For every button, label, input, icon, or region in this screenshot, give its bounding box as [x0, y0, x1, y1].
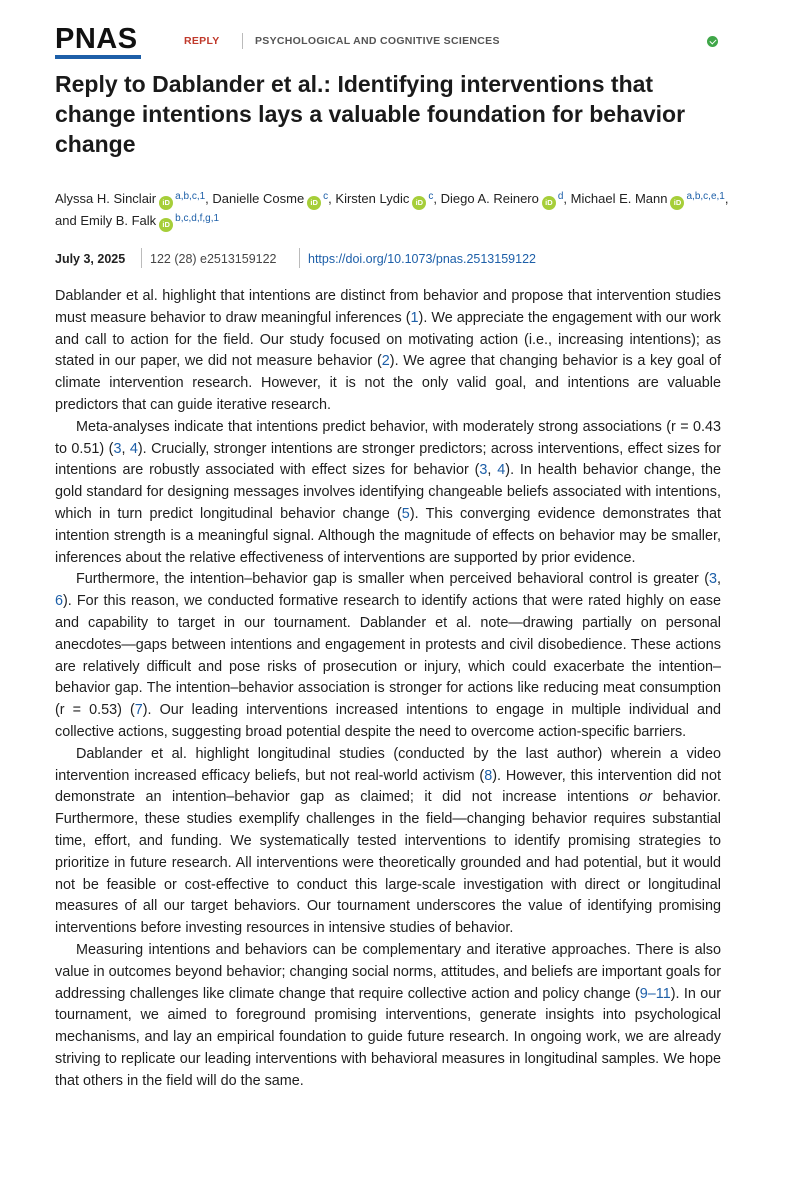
- publication-date: July 3, 2025: [55, 252, 126, 266]
- reference-link[interactable]: 4: [497, 462, 506, 479]
- author-name[interactable]: Emily B. Falk: [80, 213, 157, 228]
- author-name[interactable]: Alyssa H. Sinclair: [55, 191, 157, 206]
- reference-link[interactable]: 9–11: [639, 985, 671, 1002]
- reference-link[interactable]: 6: [55, 593, 64, 610]
- journal-header: [55, 24, 725, 60]
- reference-link[interactable]: 4: [129, 440, 138, 457]
- paragraph-text: ). We appreciate the engagement with our work and call to action for the field. Our study focused on motivating action (i.e., increasing intentions); as stated in our paper, we did not measure behavior (: [55, 309, 721, 370]
- paragraph-text: Dablander et al. highlight longitudinal studies (conducted by the last author) wherein a video intervention increased efficacy beliefs, but not real-world activism (: [55, 745, 721, 784]
- reference-link[interactable]: 5: [401, 505, 410, 522]
- paragraph-text: behavior. Furthermore, these studies exemplify challenges in the field—changing behavior requires substantial time, effort, and funding. We systematically tested interventions to identify promising strategies to prioritize in future research. All interventions were theoretically grounded and had potential, but it would not be feasible or cost-effective to conduct this large-scale investigation with direct or longitudinal measures of all our target behaviors. Our tournament underscores the value of identifying promising interventions before investing resources in intensive studies of behavior.: [55, 789, 721, 937]
- orcid-icon[interactable]: iD: [542, 196, 556, 210]
- reference-link[interactable]: 3: [479, 462, 488, 479]
- body-paragraph: [55, 744, 721, 940]
- article-meta: [55, 248, 735, 270]
- reference-link[interactable]: 3: [708, 571, 717, 588]
- meta-divider: [141, 248, 142, 268]
- paragraph-text: Furthermore, the intention–behavior gap is smaller when perceived behavioral control is greater (: [76, 571, 709, 588]
- doi-link[interactable]: https://doi.org/10.1073/pnas.2513159122: [308, 252, 536, 266]
- author-name[interactable]: Diego A. Reinero: [440, 191, 539, 206]
- paragraph-text: ). However, this intervention did not demonstrate an intention–behavior gap as claimed; it did not increase intentions: [55, 767, 721, 806]
- body-paragraph: [55, 286, 721, 417]
- orcid-icon[interactable]: iD: [159, 218, 173, 232]
- logo-underline: [55, 55, 141, 59]
- paragraph-text: ,: [121, 440, 130, 457]
- paragraph-text: Dablander et al. highlight that intentions are distinct from behavior and propose that intervention studies must measure behavior to draw meaningful inferences (: [55, 288, 721, 326]
- paragraph-text: ). In our tournament, we aimed to foreground promising interventions, generate insights into psychological mechanisms, and lay an empirical foundation to guide future research. In ongoing work, we are already striving to replicate our leading interventions with behavioral measures in longitudinal samples. We hope that others in the field will do the same.: [55, 985, 721, 1089]
- paragraph-text: ). Our leading interventions increased intentions to engage in multiple individual and collective actions, suggesting broad potential despite the need to overcome action-specific barriers.: [55, 702, 721, 740]
- reference-link[interactable]: 3: [113, 440, 122, 457]
- author-affiliation[interactable]: b,c,d,f,g,1: [175, 213, 220, 224]
- orcid-icon[interactable]: iD: [412, 196, 426, 210]
- paragraph-text: ). For this reason, we conducted formative research to identify actions that were rated highly on ease and capability to target in our tournament. Dablander et al. note—drawing partially on personal anecdotes—gaps between intentions and engagement in protests and civil disobedience. These actions are relatively difficult and pose risks of prosecution or injury, which could exacerbate the intention–behavior gap. The intention–behavior association is stronger for actions like reducing meat consumption (r = 0.53) (: [55, 593, 721, 719]
- paragraph-text: Meta-analyses indicate that intentions predict behavior, with moderately strong associations (r = 0.43 to 0.51) (: [55, 418, 721, 457]
- volume-issue: 122 (28) e2513159122: [150, 252, 277, 266]
- author-name[interactable]: Michael E. Mann: [570, 191, 668, 206]
- reference-link[interactable]: 7: [134, 702, 143, 719]
- paragraph-text: ,: [487, 462, 498, 479]
- reference-link[interactable]: 2: [381, 353, 390, 370]
- paragraph-text: Measuring intentions and behaviors can be complementary and iterative approaches. There is also value in outcomes beyond behavior; changing social norms, attitudes, and beliefs are important goals for addressing challenges like climate change that require collective action and policy change (: [55, 941, 721, 1002]
- orcid-icon[interactable]: iD: [159, 196, 173, 210]
- author-affiliation[interactable]: c: [323, 191, 329, 202]
- author-name[interactable]: Kirsten Lydic: [335, 191, 410, 206]
- author-list: Alyssa H. Sinclair iD$^{a,b,c,1}$, Danielle Cosme iD$^c$, Kirsten Lydic iD$^c$, Diego A. Reinero iD$^d$, Michael E. Mann iD$^{a,b,c,e,1}$, and Emily B. Falk iD$^{b,c,d,f,g,1}$: [55, 188, 735, 232]
- paragraph-text: ). We agree that changing behavior is a key goal of climate intervention research. However, it is not the only valid goal, and intentions are valuable predictors that can guide iterative research.: [55, 353, 721, 413]
- body-paragraph: [55, 940, 721, 1093]
- reference-link[interactable]: 8: [484, 767, 493, 784]
- open-access-check-icon: [707, 36, 718, 47]
- paragraph-text: ). Crucially, stronger intentions are stronger predictors; across interventions, effect sizes for intentions are robustly associated with effect sizes for behavior (: [55, 440, 722, 479]
- journal-logo[interactable]: PNAS: [55, 23, 138, 55]
- field-label[interactable]: PSYCHOLOGICAL AND COGNITIVE SCIENCES: [255, 35, 500, 47]
- paragraph-text: ). This converging evidence demonstrates that intention strength is a meaningful signal. Although the magnitude of effects on behavior may be smaller, inferences about the relative effectiveness of interventions are supported by prior evidence.: [55, 505, 721, 566]
- meta-divider: [299, 248, 300, 268]
- paragraph-text: ). In health behavior change, the gold standard for designing messages involves identifying changeable beliefs associated with intentions, which in turn predict longitudinal behavior change (: [55, 462, 721, 522]
- orcid-icon[interactable]: iD: [307, 196, 321, 210]
- author-affiliation[interactable]: c: [428, 191, 434, 202]
- paragraph-text: ,: [717, 571, 721, 588]
- author-affiliation[interactable]: a,b,c,e,1: [686, 191, 725, 202]
- body-paragraph: [55, 569, 721, 743]
- article-type-label[interactable]: REPLY: [184, 35, 220, 47]
- header-divider: [242, 33, 243, 49]
- orcid-icon[interactable]: iD: [670, 196, 684, 210]
- article-body: [55, 286, 721, 1092]
- author-name[interactable]: Danielle Cosme: [212, 191, 305, 206]
- paragraph-text: or: [639, 789, 653, 806]
- author-affiliation[interactable]: d: [557, 191, 564, 202]
- body-paragraph: [55, 417, 721, 570]
- article-title: Reply to Dablander et al.: Identifying interventions that change intentions lays a valuable foundation for behavior change: [55, 71, 686, 157]
- author-affiliation[interactable]: a,b,c,1: [175, 191, 206, 202]
- reference-link[interactable]: 1: [410, 309, 419, 326]
